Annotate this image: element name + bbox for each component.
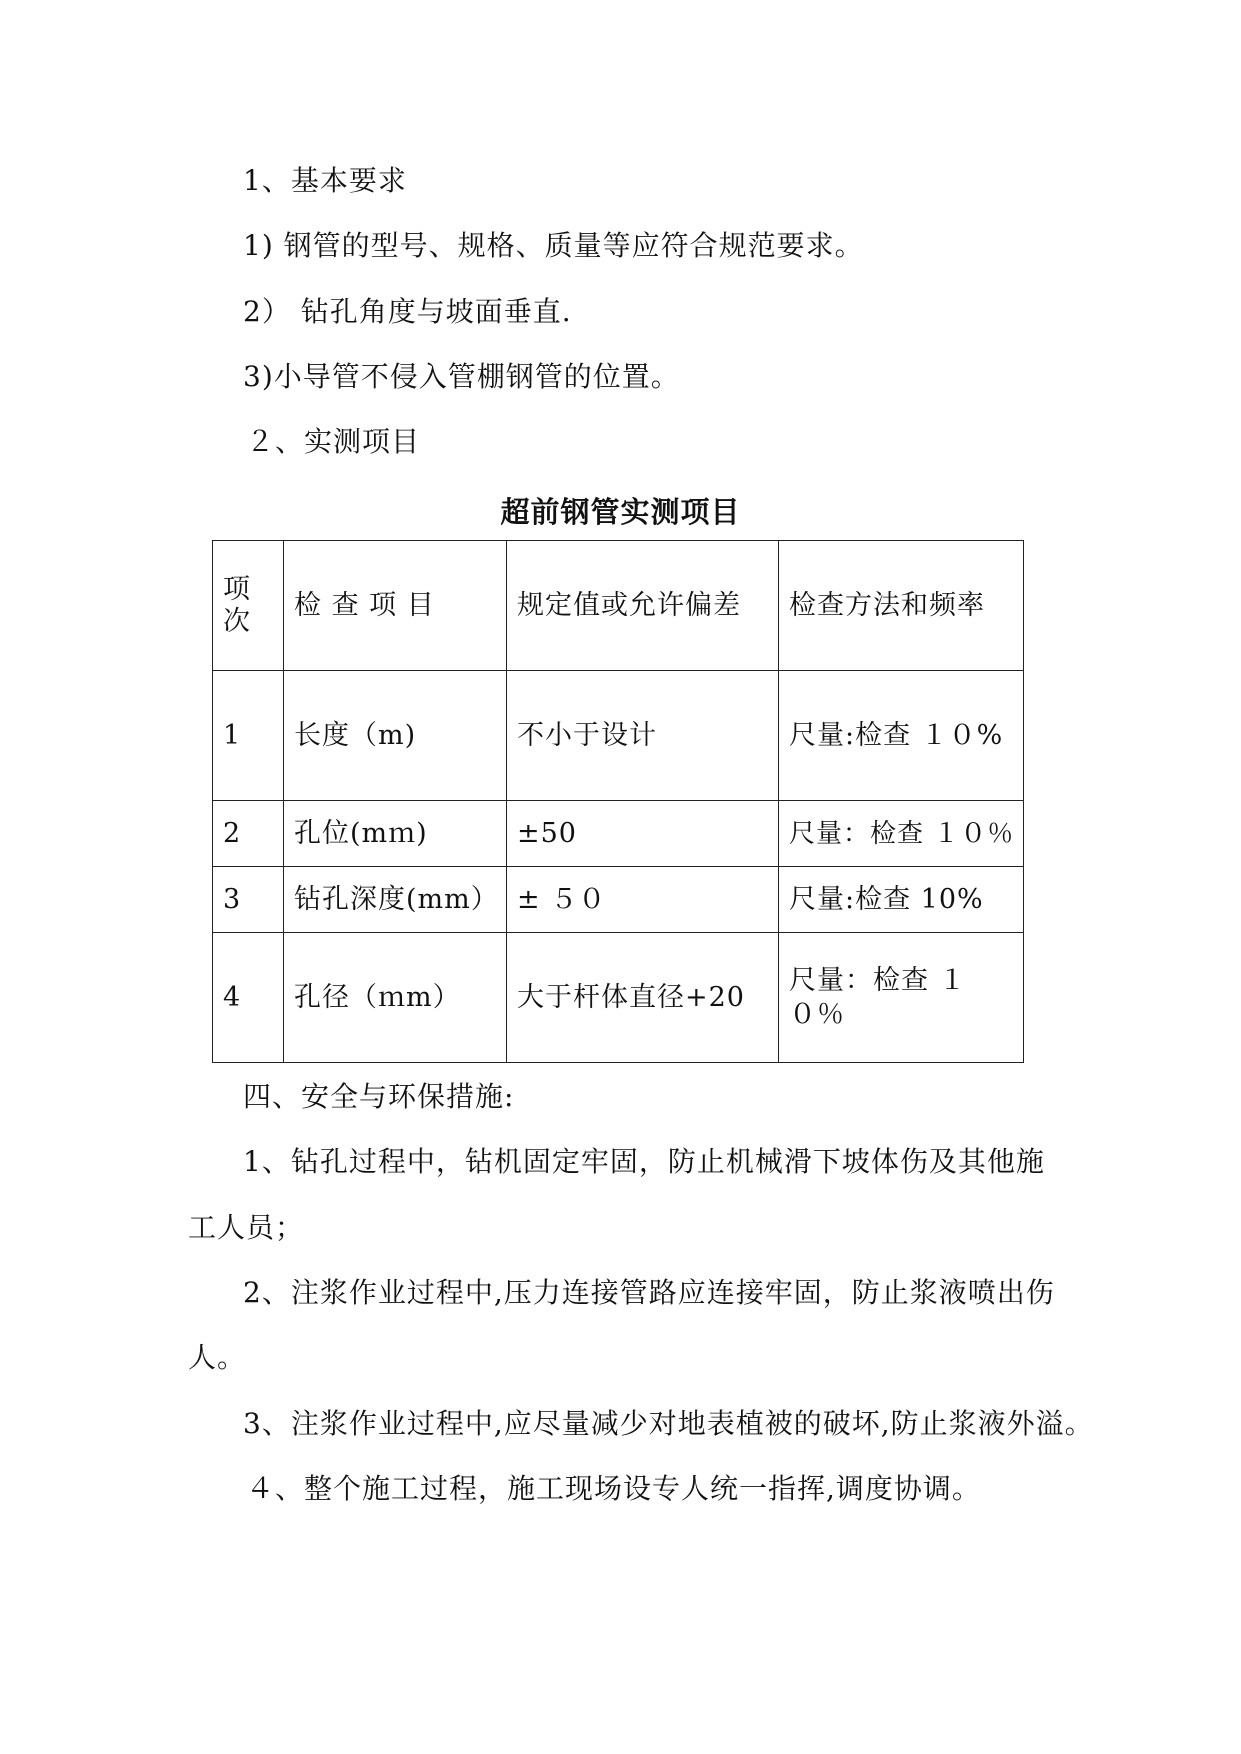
row-method: 尺量:检查 １０%: [779, 671, 1024, 801]
safety-item-2-line-1: 2、注浆作业过程中,压力连接管路应连接牢固，防止浆液喷出伤: [243, 1276, 1055, 1309]
header-method: 检查方法和频率: [779, 541, 1024, 671]
row-item: 孔径（ｍm）: [284, 933, 507, 1063]
requirement-2: 2） 钻孔角度与坡面垂直.: [243, 295, 572, 328]
row-tolerance: 不小于设计: [507, 671, 779, 801]
safety-heading: 四、安全与环保措施:: [243, 1080, 515, 1113]
row-tolerance: ± ５０: [507, 867, 779, 933]
row-no: 3: [213, 867, 284, 933]
header-tolerance: 规定值或允许偏差: [507, 541, 779, 671]
row-no: 2: [213, 801, 284, 867]
table-caption: 超前钢管实测项目: [500, 495, 741, 529]
safety-item-3: 3、注浆作业过程中,应尽量减少对地表植被的破坏,防止浆液外溢。: [243, 1407, 1094, 1440]
measured-items-table: [212, 540, 1024, 1063]
row-method: 尺量:检查 10%: [779, 867, 1024, 933]
measured-items-heading: ２、实测项目: [246, 425, 421, 458]
header-check-item: 检 查 项 目: [284, 541, 507, 671]
row-tolerance: 大于杆体直径+20: [507, 933, 779, 1063]
header-item-no: 项次: [213, 541, 284, 671]
safety-item-1-line-2: 工人员；: [188, 1211, 305, 1244]
row-method: 尺量：检查 １０％: [779, 801, 1024, 867]
basic-requirements-heading: 1、基本要求: [243, 164, 407, 197]
row-item: 钻孔深度(mm）: [284, 867, 507, 933]
row-method: 尺量：检查 １０％: [779, 933, 1024, 1063]
row-item: 孔位(mｍ): [284, 801, 507, 867]
row-no: 1: [213, 671, 284, 801]
safety-item-1-line-1: 1、钻孔过程中，钻机固定牢固，防止机械滑下坡体伤及其他施: [243, 1145, 1045, 1178]
table-header-row: [213, 541, 1024, 671]
row-no: 4: [213, 933, 284, 1063]
table-row: [213, 671, 1024, 801]
safety-item-4: ４、整个施工过程，施工现场设专人统一指挥,调度协调。: [246, 1472, 981, 1505]
row-item: 长度（m): [284, 671, 507, 801]
row-tolerance: ±50: [507, 801, 779, 867]
table-row: [213, 933, 1024, 1063]
requirement-1: 1) 钢管的型号、规格、质量等应符合规范要求。: [243, 229, 864, 262]
table-row: [213, 801, 1024, 867]
safety-item-2-line-2: 人。: [188, 1341, 247, 1374]
table-row: [213, 867, 1024, 933]
requirement-3: 3)小导管不侵入管棚钢管的位置。: [243, 360, 680, 393]
